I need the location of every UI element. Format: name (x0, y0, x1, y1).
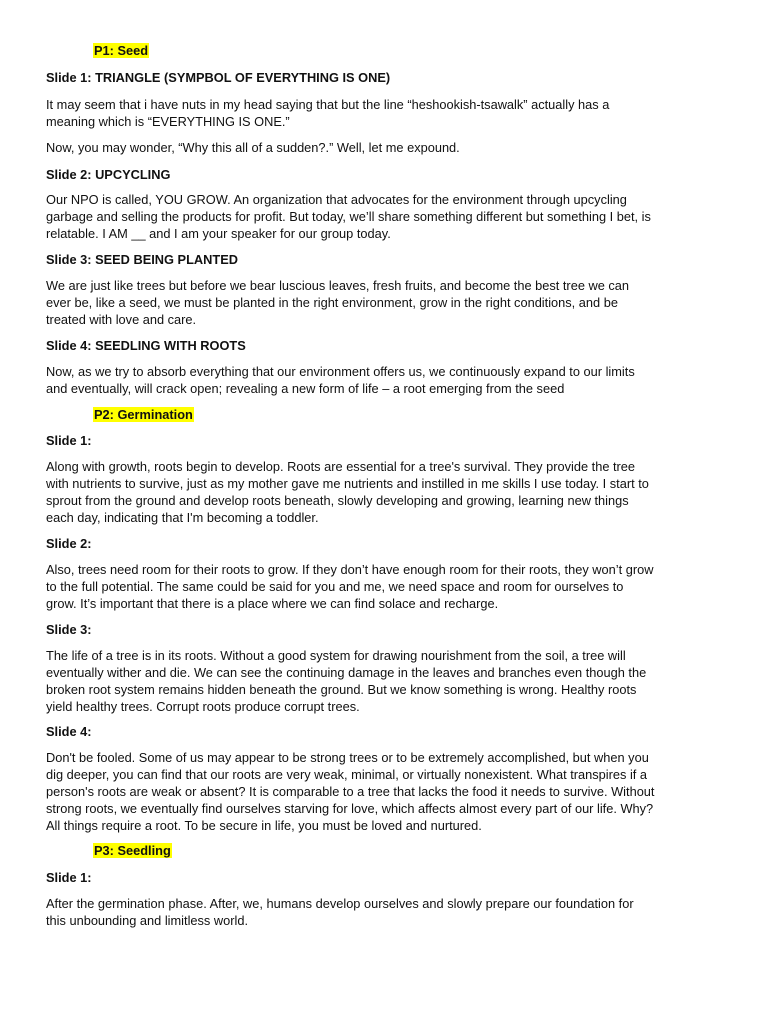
slide-title: Slide 3: (46, 622, 92, 637)
slide-title: Slide 4: SEEDLING WITH ROOTS (46, 338, 246, 353)
highlighted-heading-text: P3: Seedling (94, 843, 171, 858)
slide-paragraph: We are just like trees but before we bear luscious leaves, fresh fruits, and become the best tree we can ever be, like a seed, we must be planted in the right environment, grow in the right conditions, and be treated with love and care. (46, 278, 630, 327)
slide-title: Slide 1: (46, 433, 92, 448)
slide-paragraph: Now, as we try to absorb everything that our environment offers us, we continuously expand to our limits and eventually, will crack open; revealing a new form of life – a root emerging from the seed (46, 364, 635, 396)
part-heading-seedling (93, 842, 172, 859)
slide-paragraph: Also, trees need room for their roots to grow. If they don’t have enough room for their roots, they won’t grow to the full potential. The same could be said for you and me, we need space and room for ourselves to grow. It’s important that there is a place where we can find solace and recharge. (46, 562, 654, 611)
slide-paragraph: Along with growth, roots begin to develop. Roots are essential for a tree's survival. They provide the tree with nutrients to survive, just as my mother gave me nutrients and instilled in me skills I use today. I start to sprout from the ground and develop roots beneath, slowly developing and growing, learning new things each day, indicating that I'm becoming a toddler. (46, 459, 649, 525)
highlighted-heading-text: P1: Seed (94, 43, 149, 58)
slide-paragraph: After the germination phase. After, we, humans develop ourselves and slowly prepare our foundation for this unbounding and limitless world. (46, 896, 634, 928)
slide-title: Slide 2: (46, 536, 92, 551)
slide-paragraph: Now, you may wonder, “Why this all of a sudden?.” Well, let me expound. (46, 140, 460, 155)
slide-title: Slide 1: TRIANGLE (SYMPBOL OF EVERYTHING IS ONE) (46, 70, 391, 85)
part-heading-germination (93, 406, 194, 423)
slide-title: Slide 1: (46, 870, 92, 885)
highlighted-heading-text: P2: Germination (94, 407, 193, 422)
slide-paragraph: Don't be fooled. Some of us may appear to be strong trees or to be extremely accomplished, but when you dig deeper, you can find that our roots are very weak, minimal, or virtually nonexistent. What transpires if a person's roots are weak or absent? It is comparable to a tree that lacks the food it needs to survive. Without strong roots, we eventually find ourselves starving for love, which affects almost every part of our life. Why? All things require a root. To be secure in life, you must be loved and nurtured. (46, 750, 655, 833)
slide-paragraph: Our NPO is called, YOU GROW. An organization that advocates for the environment through upcycling garbage and selling the products for profit. But today, we’ll share something different but something I bet, is relatable. I AM __ and I am your speaker for our group today. (46, 192, 651, 241)
slide-paragraph: It may seem that i have nuts in my head saying that but the line “heshookish-tsawalk” actually has a meaning which is “EVERYTHING IS ONE.” (46, 97, 610, 129)
slide-title: Slide 4: (46, 724, 92, 739)
part-heading-seed (93, 42, 149, 59)
slide-title: Slide 3: SEED BEING PLANTED (46, 252, 238, 267)
slide-paragraph: The life of a tree is in its roots. Without a good system for drawing nourishment from the soil, a tree will eventually wither and die. We can see the continuing damage in the leaves and branches even though the broken root system remains hidden beneath the ground. But we know something is wrong. Healthy roots yield healthy trees. Corrupt roots produce corrupt trees. (46, 648, 647, 714)
slide-title: Slide 2: UPCYCLING (46, 167, 171, 182)
